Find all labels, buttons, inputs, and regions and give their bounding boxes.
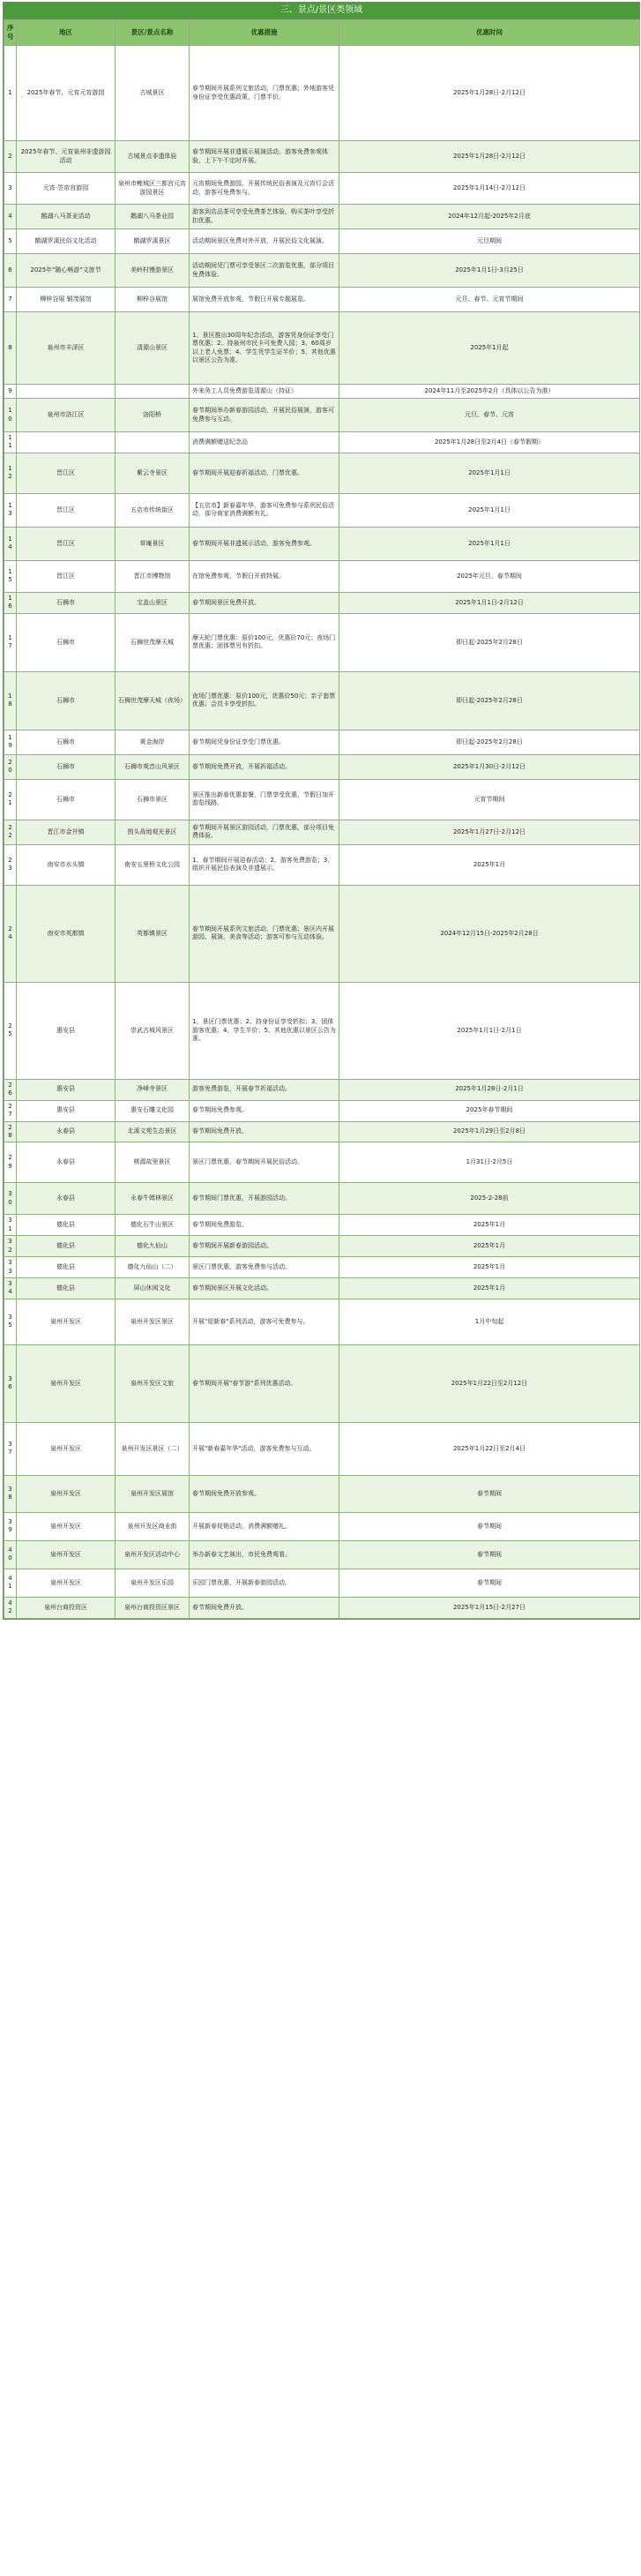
table-header-row bbox=[4, 20, 640, 46]
cell-time: 2025年1月28日-2月1日 bbox=[339, 1079, 640, 1100]
cell-time: 2025年春节期间 bbox=[339, 1100, 640, 1121]
cell-offer: 春节期间门票优惠，开展游园活动。 bbox=[190, 1183, 339, 1215]
table-row bbox=[4, 432, 640, 453]
cell-offer: 春节期间免费游览。 bbox=[190, 1215, 339, 1236]
cell-region: 惠安县 bbox=[17, 1079, 116, 1100]
cell-spot: 泉州开发区乐园 bbox=[116, 1569, 190, 1597]
cell-spot: 洛阳桥 bbox=[116, 399, 190, 432]
table-row bbox=[4, 1597, 640, 1618]
table-row bbox=[4, 1422, 640, 1475]
table-row bbox=[4, 385, 640, 399]
cell-offer: 活动期间凭门票可享受景区二次游览优惠，部分项目免费体验。 bbox=[190, 254, 339, 288]
cell-no: 24 bbox=[4, 885, 17, 982]
cell-offer: 春节期间景区开展文化活动。 bbox=[190, 1278, 339, 1299]
cell-region: 石狮市 bbox=[17, 613, 116, 671]
cell-region: 石狮市 bbox=[17, 592, 116, 613]
cell-offer: 开展新春促销活动，消费满额赠礼。 bbox=[190, 1512, 339, 1540]
header-time: 优惠时间 bbox=[339, 20, 640, 46]
cell-time: 2025年1月 bbox=[339, 1236, 640, 1257]
cell-region: 晋江区 bbox=[17, 493, 116, 527]
cell-spot: 泉州开发区活动中心 bbox=[116, 1540, 190, 1569]
cell-region: 泉州市洛江区 bbox=[17, 399, 116, 432]
table-row bbox=[4, 560, 640, 592]
cell-time: 2025年1月28日-2月12日 bbox=[339, 46, 640, 141]
cell-spot: 德化石牛山景区 bbox=[116, 1215, 190, 1236]
cell-no: 20 bbox=[4, 754, 17, 779]
cell-no: 32 bbox=[4, 1236, 17, 1257]
cell-time: 2025年1月起 bbox=[339, 312, 640, 385]
cell-region: 泉州开发区 bbox=[17, 1540, 116, 1569]
cell-offer: 春节期间开展系列文旅活动，门票优惠；外地游客凭身份证享受优惠政策，门票半价。 bbox=[190, 46, 339, 141]
cell-region: 惠安县 bbox=[17, 982, 116, 1079]
cell-spot: 黄金海岸 bbox=[116, 730, 190, 754]
cell-time: 2025年1月14日-2月12日 bbox=[339, 173, 640, 205]
cell-no: 12 bbox=[4, 453, 17, 493]
table-row bbox=[4, 399, 640, 432]
header-offer: 优惠措施 bbox=[190, 20, 339, 46]
table-row bbox=[4, 1142, 640, 1183]
table-row bbox=[4, 1100, 640, 1121]
cell-time: 2025年1月1日 bbox=[339, 493, 640, 527]
cell-no: 15 bbox=[4, 560, 17, 592]
cell-no: 14 bbox=[4, 527, 17, 560]
cell-region: 泉州开发区 bbox=[17, 1512, 116, 1540]
table-row bbox=[4, 820, 640, 844]
cell-time: 春节期间 bbox=[339, 1512, 640, 1540]
cell-spot: 石狮世茂摩天城 bbox=[116, 613, 190, 671]
cell-time: 春节期间 bbox=[339, 1569, 640, 1597]
cell-no: 8 bbox=[4, 312, 17, 385]
cell-region: 南安市英都镇 bbox=[17, 885, 116, 982]
cell-spot: 净峰寺景区 bbox=[116, 1079, 190, 1100]
cell-no: 27 bbox=[4, 1100, 17, 1121]
cell-offer: 乐园门票优惠，开展新春游园活动。 bbox=[190, 1569, 339, 1597]
cell-region: 惠安县 bbox=[17, 1100, 116, 1121]
table-row bbox=[4, 1079, 640, 1100]
cell-offer: 在馆免费参观，节假日开放特展。 bbox=[190, 560, 339, 592]
table-row bbox=[4, 312, 640, 385]
cell-no: 39 bbox=[4, 1512, 17, 1540]
cell-no: 2 bbox=[4, 141, 17, 173]
cell-region: 永春县 bbox=[17, 1183, 116, 1215]
cell-region bbox=[17, 385, 116, 399]
cell-region: 2025年春节，元宵元宵游园 bbox=[17, 46, 116, 141]
cell-region: 泉州开发区 bbox=[17, 1344, 116, 1422]
cell-region: 泉州市丰泽区 bbox=[17, 312, 116, 385]
cell-time: 2024年12月起-2025年2月底 bbox=[339, 205, 640, 229]
cell-region: 德化县 bbox=[17, 1236, 116, 1257]
cell-offer: 春节期间免费开放。 bbox=[190, 1121, 339, 1142]
cell-region: 晋江市金井镇 bbox=[17, 820, 116, 844]
cell-region: 2025年春节、元宵泉州非遗游园活动 bbox=[17, 141, 116, 173]
cell-region: 永春县 bbox=[17, 1121, 116, 1142]
cell-no: 38 bbox=[4, 1475, 17, 1512]
cell-spot: 惠安石雕文化园 bbox=[116, 1100, 190, 1121]
cell-region: 2025年"随心畅游"文旅节 bbox=[17, 254, 116, 288]
cell-time: 2024年12月15日-2025年2月28日 bbox=[339, 885, 640, 982]
cell-region: 元宵·笠帝宫游园 bbox=[17, 173, 116, 205]
cell-offer: 春节期间开展景区游园活动，门票优惠，部分项目免费体验。 bbox=[190, 820, 339, 844]
cell-spot: 五店市传统街区 bbox=[116, 493, 190, 527]
cell-time: 春节期间 bbox=[339, 1475, 640, 1512]
cell-spot: 泉州开发区景区 bbox=[116, 1299, 190, 1344]
cell-no: 40 bbox=[4, 1540, 17, 1569]
cell-time: 元宵节期间 bbox=[339, 779, 640, 820]
cell-spot: 草庵景区 bbox=[116, 527, 190, 560]
cell-region: 德化县 bbox=[17, 1278, 116, 1299]
cell-offer: 春节期间景区免费开放。 bbox=[190, 592, 339, 613]
cell-region: 永春县 bbox=[17, 1142, 116, 1183]
cell-spot: 古城景区 bbox=[116, 46, 190, 141]
table-row bbox=[4, 288, 640, 312]
cell-no: 34 bbox=[4, 1278, 17, 1299]
table-row bbox=[4, 1183, 640, 1215]
cell-time: 2025年1月28日-2月12日 bbox=[339, 141, 640, 173]
table-row bbox=[4, 982, 640, 1079]
cell-spot: 晋江市博物馆 bbox=[116, 560, 190, 592]
cell-time: 2025年1月28日至2月4日（春节假期） bbox=[339, 432, 640, 453]
cell-offer: 春节期间开展迎春祈福活动，门票优惠。 bbox=[190, 453, 339, 493]
cell-offer: 1、景区推出30周年纪念活动，游客凭身份证享受门票优惠；2、持泉州市民卡可免费入园；3、60周岁以上老人免票；4、学生凭学生证半价；5、其他优惠以景区公告为准。 bbox=[190, 312, 339, 385]
cell-region: 晋江区 bbox=[17, 527, 116, 560]
cell-offer: 景区门票优惠，游客免费参与活动。 bbox=[190, 1257, 339, 1278]
cell-region: 泉州开发区 bbox=[17, 1569, 116, 1597]
cell-spot: 英都镇景区 bbox=[116, 885, 190, 982]
cell-spot: 石狮市观音山风景区 bbox=[116, 754, 190, 779]
table-row bbox=[4, 1121, 640, 1142]
cell-no: 11 bbox=[4, 432, 17, 453]
cell-no: 22 bbox=[4, 820, 17, 844]
cell-region: 泉州开发区 bbox=[17, 1422, 116, 1475]
cell-spot: 崇武古城风景区 bbox=[116, 982, 190, 1079]
cell-spot: 永春牛姆林景区 bbox=[116, 1183, 190, 1215]
cell-no: 3 bbox=[4, 173, 17, 205]
cell-time: 2025年1月 bbox=[339, 1215, 640, 1236]
cell-region: 南安市水头镇 bbox=[17, 844, 116, 885]
cell-spot: 石狮市景区 bbox=[116, 779, 190, 820]
cell-offer: 举办新春文艺演出，市民免费观看。 bbox=[190, 1540, 339, 1569]
table-row bbox=[4, 592, 640, 613]
cell-spot bbox=[116, 432, 190, 453]
cell-no: 5 bbox=[4, 229, 17, 254]
cell-offer: 【五店市】新春嘉年华，游客可免费参与系列民俗活动，部分商家消费满额有礼。 bbox=[190, 493, 339, 527]
cell-region: 鹅湖罗溪民俗文化活动 bbox=[17, 229, 116, 254]
cell-region: 泉州台商投资区 bbox=[17, 1597, 116, 1618]
cell-time: 即日起-2025年2月28日 bbox=[339, 613, 640, 671]
cell-time: 2025年1月22日至2月12日 bbox=[339, 1344, 640, 1422]
cell-spot: 德化九仙山 bbox=[116, 1236, 190, 1257]
cell-time: 元旦、春节、元宵 bbox=[339, 399, 640, 432]
cell-no: 23 bbox=[4, 844, 17, 885]
cell-spot: 泉州开发区文旅 bbox=[116, 1344, 190, 1422]
cell-region: 柳梓谷展 铜茂展馆 bbox=[17, 288, 116, 312]
cell-no: 4 bbox=[4, 205, 17, 229]
cell-region: 鹅湖八马茶业活动 bbox=[17, 205, 116, 229]
table-row bbox=[4, 885, 640, 982]
table-row bbox=[4, 1215, 640, 1236]
cell-region: 石狮市 bbox=[17, 671, 116, 730]
table-row bbox=[4, 844, 640, 885]
cell-region: 德化县 bbox=[17, 1257, 116, 1278]
cell-spot: 北溪文苑生态景区 bbox=[116, 1121, 190, 1142]
cell-time: 2025年1月1日-2月12日 bbox=[339, 592, 640, 613]
cell-time: 2025年1月30日-2月12日 bbox=[339, 754, 640, 779]
cell-no: 10 bbox=[4, 399, 17, 432]
cell-offer: 1、景区门票优惠；2、持身份证享受折扣；3、团体游客优惠；4、学生半价；5、其他优惠以景区公告为准。 bbox=[190, 982, 339, 1079]
table-row bbox=[4, 754, 640, 779]
table-row bbox=[4, 493, 640, 527]
cell-region: 晋江区 bbox=[17, 453, 116, 493]
cell-no: 16 bbox=[4, 592, 17, 613]
cell-spot: 德化九仙山（二） bbox=[116, 1257, 190, 1278]
cell-offer: 开展"新春嘉年华"活动，游客免费参与互动。 bbox=[190, 1422, 339, 1475]
cell-spot: 南安五里桥文化公园 bbox=[116, 844, 190, 885]
table-row bbox=[4, 779, 640, 820]
cell-no: 42 bbox=[4, 1597, 17, 1618]
cell-region: 泉州开发区 bbox=[17, 1299, 116, 1344]
cell-offer: 夜场门票优惠：原价100元，优惠价50元；亲子套票优惠；会员卡享受折扣。 bbox=[190, 671, 339, 730]
table-row bbox=[4, 1540, 640, 1569]
cell-time: 元旦、春节、元宵节期间 bbox=[339, 288, 640, 312]
cell-time: 2025年1月29日至2月8日 bbox=[339, 1121, 640, 1142]
cell-offer: 景区推出新春优惠套餐，门票享受优惠，节假日加开游览线路。 bbox=[190, 779, 339, 820]
cell-time: 2024年11月至2025年2月（具体以公告为准） bbox=[339, 385, 640, 399]
cell-offer: 春节期间开展新春游园活动。 bbox=[190, 1236, 339, 1257]
table-row bbox=[4, 1278, 640, 1299]
table-row bbox=[4, 1569, 640, 1597]
table-body bbox=[4, 46, 640, 1619]
cell-time: 2025年1月1日 bbox=[339, 453, 640, 493]
cell-offer: 春节期间举办新春游园活动，开展民俗展演，游客可免费参与互动。 bbox=[190, 399, 339, 432]
cell-spot: 屏山休闲文化 bbox=[116, 1278, 190, 1299]
cell-no: 29 bbox=[4, 1142, 17, 1183]
table-row bbox=[4, 527, 640, 560]
cell-offer: 景区门票优惠，春节期间开展民俗活动。 bbox=[190, 1142, 339, 1183]
header-spot: 景区/景点名称 bbox=[116, 20, 190, 46]
cell-time: 1月31日-2月5日 bbox=[339, 1142, 640, 1183]
cell-offer: 外来务工人员免费游览清源山（持证） bbox=[190, 385, 339, 399]
cell-offer: 元宵期间免费游园，开展传统民俗表演及元宵灯会活动，游客可免费参与。 bbox=[190, 173, 339, 205]
cell-spot bbox=[116, 385, 190, 399]
cell-spot: 围头战地观光景区 bbox=[116, 820, 190, 844]
cell-spot: 柳梓谷展馆 bbox=[116, 288, 190, 312]
cell-no: 30 bbox=[4, 1183, 17, 1215]
cell-time: 2025年1月27日-2月12日 bbox=[339, 820, 640, 844]
cell-offer: 春节期间开展非遗展示展演活动，游客免费参观体验，上下午不定时开展。 bbox=[190, 141, 339, 173]
cell-spot: 宝盖山景区 bbox=[116, 592, 190, 613]
table-row bbox=[4, 1475, 640, 1512]
cell-no: 41 bbox=[4, 1569, 17, 1597]
cell-no: 19 bbox=[4, 730, 17, 754]
table-row bbox=[4, 730, 640, 754]
table-row bbox=[4, 229, 640, 254]
cell-offer: 春节期间开展"春节游"系列优惠活动。 bbox=[190, 1344, 339, 1422]
cell-spot: 泉州开发区展馆 bbox=[116, 1475, 190, 1512]
table-row bbox=[4, 1257, 640, 1278]
cell-no: 9 bbox=[4, 385, 17, 399]
cell-time: 2025年1月1日-2月1日 bbox=[339, 982, 640, 1079]
cell-region: 石狮市 bbox=[17, 730, 116, 754]
cell-time: 2025年1月22日至2月4日 bbox=[339, 1422, 640, 1475]
cell-no: 26 bbox=[4, 1079, 17, 1100]
cell-offer: 开展"迎新春"系列活动，游客可免费参与。 bbox=[190, 1299, 339, 1344]
cell-spot: 清源山景区 bbox=[116, 312, 190, 385]
cell-offer: 活动期间景区免费对外开放，开展民俗文化展演。 bbox=[190, 229, 339, 254]
cell-time: 2025年1月 bbox=[339, 1278, 640, 1299]
cell-offer: 春节期间开展非遗展示活动，游客免费参观。 bbox=[190, 527, 339, 560]
table-row bbox=[4, 46, 640, 141]
cell-offer: 春节期间免费开放。 bbox=[190, 1597, 339, 1618]
cell-no: 35 bbox=[4, 1299, 17, 1344]
cell-region: 德化县 bbox=[17, 1215, 116, 1236]
cell-time: 春节期间 bbox=[339, 1540, 640, 1569]
cell-spot: 鹅湖罗溪景区 bbox=[116, 229, 190, 254]
cell-offer: 游客免费游览，开展春节祈福活动。 bbox=[190, 1079, 339, 1100]
cell-no: 6 bbox=[4, 254, 17, 288]
cell-offer: 春节期间凭身份证享受门票优惠。 bbox=[190, 730, 339, 754]
cell-region: 泉州开发区 bbox=[17, 1475, 116, 1512]
table-row bbox=[4, 613, 640, 671]
cell-region bbox=[17, 432, 116, 453]
table-row bbox=[4, 671, 640, 730]
cell-time: 2025年1月 bbox=[339, 1257, 640, 1278]
cell-no: 36 bbox=[4, 1344, 17, 1422]
cell-offer: 春节期间免费参观。 bbox=[190, 1100, 339, 1121]
header-region: 地区 bbox=[17, 20, 116, 46]
cell-no: 1 bbox=[4, 46, 17, 141]
table-row bbox=[4, 254, 640, 288]
cell-no: 33 bbox=[4, 1257, 17, 1278]
table-row bbox=[4, 205, 640, 229]
cell-time: 2025年1月15日-2月27日 bbox=[339, 1597, 640, 1618]
cell-no: 37 bbox=[4, 1422, 17, 1475]
cell-offer: 消费满额赠送纪念品 bbox=[190, 432, 339, 453]
cell-time: 元旦期间 bbox=[339, 229, 640, 254]
table-row bbox=[4, 453, 640, 493]
cell-time: 2025年1月1日 bbox=[339, 527, 640, 560]
table-row bbox=[4, 1299, 640, 1344]
cell-offer: 摩天轮门票优惠：原价100元，优惠价70元；夜场门票优惠；团体票另有折扣。 bbox=[190, 613, 339, 671]
cell-no: 18 bbox=[4, 671, 17, 730]
cell-time: 即日起-2025年2月28日 bbox=[339, 671, 640, 730]
table-row bbox=[4, 1236, 640, 1257]
cell-no: 7 bbox=[4, 288, 17, 312]
table-row bbox=[4, 1512, 640, 1540]
cell-region: 晋江区 bbox=[17, 560, 116, 592]
table-row bbox=[4, 1344, 640, 1422]
header-no: 序号 bbox=[4, 20, 17, 46]
cell-time: 1月中旬起 bbox=[339, 1299, 640, 1344]
cell-spot: 鹅湖八马茶业园 bbox=[116, 205, 190, 229]
cell-offer: 春节期间免费开放，开展祈福活动。 bbox=[190, 754, 339, 779]
offers-table bbox=[4, 19, 640, 1619]
cell-time: 2025年1月1日-3月25日 bbox=[339, 254, 640, 288]
cell-no: 28 bbox=[4, 1121, 17, 1142]
table-row bbox=[4, 173, 640, 205]
cell-spot: 泉州市鲤城区三都宫元宵游园景区 bbox=[116, 173, 190, 205]
cell-time: 2025年1月 bbox=[339, 844, 640, 885]
cell-no: 25 bbox=[4, 982, 17, 1079]
cell-spot: 古城景点非遗体验 bbox=[116, 141, 190, 173]
cell-time: 即日起-2025年2月28日 bbox=[339, 730, 640, 754]
cell-spot: 泉州台商投资区景区 bbox=[116, 1597, 190, 1618]
cell-spot: 泉州开发区商业街 bbox=[116, 1512, 190, 1540]
section-title: 三、景点/景区类领域 bbox=[4, 3, 639, 19]
cell-no: 13 bbox=[4, 493, 17, 527]
cell-spot: 泉州开发区景区（二） bbox=[116, 1422, 190, 1475]
cell-spot: 美岭村慢游景区 bbox=[116, 254, 190, 288]
cell-time: 2025年元旦、春节期间 bbox=[339, 560, 640, 592]
table-row bbox=[4, 141, 640, 173]
cell-offer: 展馆免费开放参观，节假日开展专题展览。 bbox=[190, 288, 339, 312]
cell-spot: 桃源故里景区 bbox=[116, 1142, 190, 1183]
cell-no: 21 bbox=[4, 779, 17, 820]
cell-no: 17 bbox=[4, 613, 17, 671]
cell-offer: 春节期间免费开放参观。 bbox=[190, 1475, 339, 1512]
cell-spot: 紫云寺景区 bbox=[116, 453, 190, 493]
cell-offer: 春节期间开展系列文旅活动，门票优惠；景区内开展游园、展演、美食等活动；游客可参与互动体验。 bbox=[190, 885, 339, 982]
cell-no: 31 bbox=[4, 1215, 17, 1236]
cell-spot: 石狮世茂摩天城（夜场） bbox=[116, 671, 190, 730]
cell-region: 石狮市 bbox=[17, 779, 116, 820]
document-sheet bbox=[3, 2, 640, 1620]
cell-offer: 游客到店品茶可享受免费茶艺体验，购买茶叶享受折扣优惠。 bbox=[190, 205, 339, 229]
cell-offer: 1、春节期间开展迎春活动；2、游客免费游览；3、组织开展民俗表演及非遗展示。 bbox=[190, 844, 339, 885]
cell-time: 2025-2-28前 bbox=[339, 1183, 640, 1215]
cell-region: 石狮市 bbox=[17, 754, 116, 779]
